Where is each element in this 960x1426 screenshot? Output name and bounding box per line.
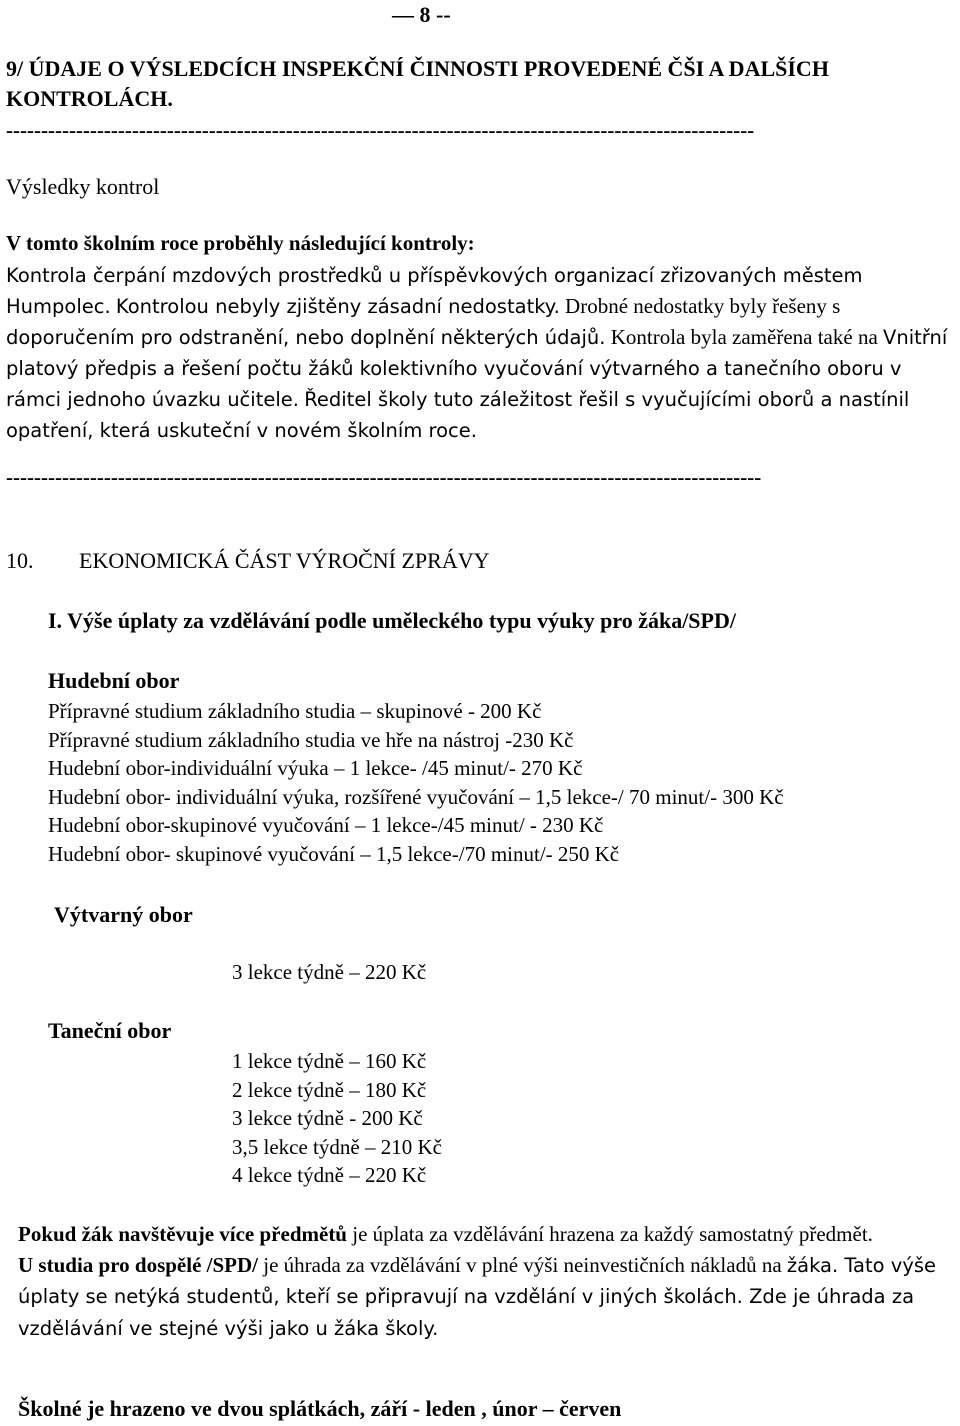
paragraph-sentence-6: Vnitřní platový předpis a řešení počtu žáků kolektivního vyučování výtvarného a tanečního oboru v rámci jednoho úvazku učitele. <box>6 326 948 411</box>
music-fee-item: Přípravné studium základního studia – skupinové - 200 Kč <box>48 699 542 723</box>
paragraph-sentence-1: Kontrola čerpání mzdových prostředků u příspěvkových organizací zřizovaných městem Humpolec. <box>6 264 863 318</box>
dance-fee-item: 3 lekce týdně - 200 Kč <box>232 1106 423 1131</box>
section-10-number: 10. <box>6 548 34 573</box>
note-1-bold: Pokud žák navštěvuje více předmětů <box>18 1222 347 1246</box>
paragraph-sentence-2: Kontrolou nebyly zjištěny zásadní nedostatky. <box>115 295 560 318</box>
note-1-text: je úplata za vzdělávání hrazena za každý samostatný předmět. <box>352 1222 873 1246</box>
note-2-bold: U studia pro dospělé /SPD/ <box>18 1252 258 1277</box>
payment-schedule: Školné je hrazeno ve dvou splátkách, září - leden , únor – červen <box>18 1396 622 1421</box>
controls-intro: V tomto školním roce proběhly následující kontroly: <box>6 231 475 255</box>
dance-fee-item: 3,5 lekce týdně – 210 Kč <box>232 1134 442 1159</box>
music-title: Hudební obor <box>48 668 180 693</box>
note-2-sans-text: žáka. Tato výše úplaty se netýká studentů, kteří se připravují na vzdělání v jiných školách. Zde je úhrada za vzdělávání ve stejné výši jako u žáka školy. <box>18 1253 937 1340</box>
paragraph-sentence-3: Drobné nedostatky byly řešeny s <box>565 294 841 318</box>
dance-fee-list <box>232 1047 442 1190</box>
controls-paragraph <box>6 260 956 446</box>
music-fee-list <box>48 697 784 869</box>
page-number: — 8 -- <box>392 2 451 27</box>
dance-fee-item: 2 lekce týdně – 180 Kč <box>232 1077 427 1102</box>
art-title: Výtvarný obor <box>54 902 193 927</box>
dance-title: Taneční obor <box>48 1018 172 1043</box>
paragraph-sentence-5: Kontrola byla zaměřena také na <box>610 325 878 349</box>
note-2-text: je úhrada za vzdělávání v plné výši neinvestičních nákladů na <box>263 1252 782 1277</box>
paragraph-sentence-4: doporučením pro odstranění, nebo doplnění některých údajů. <box>6 326 606 349</box>
art-fee-item: 3 lekce týdně – 220 Kč <box>232 960 427 984</box>
dance-fee-item: 4 lekce týdně – 220 Kč <box>232 1163 427 1188</box>
music-fee-item: Přípravné studium základního studia ve hře na nástroj -230 Kč <box>48 727 574 752</box>
fee-notes <box>18 1219 954 1344</box>
section-10-heading <box>6 548 490 574</box>
paragraph-sentence-7: Ředitel školy tuto záležitost řešil s vyučujícími oborů a nastínil opatření, která uskuteční v novém školním roce. <box>6 388 910 442</box>
section-9-heading: 9/ ÚDAJE O VÝSLEDCÍCH INSPEKČNÍ ČINNOSTI PROVEDENÉ ČŠI A DALŠÍCH KONTROLÁCH. <box>6 56 829 111</box>
music-fee-item: Hudební obor-skupinové vyučování – 1 lekce-/45 minut/ - 230 Kč <box>48 813 604 838</box>
section-subtitle: Výsledky kontrol <box>6 174 160 199</box>
music-fee-item: Hudební obor- individuální výuka, rozšířené vyučování – 1,5 lekce-/ 70 minut/- 300 Kč <box>48 784 784 809</box>
separator-bottom: ------------------------------------------------------------------------------------------------------------ <box>6 465 762 489</box>
fee-subheading: I. Výše úplaty za vzdělávání podle uměleckého typu výuky pro žáka/SPD/ <box>48 608 736 633</box>
section-10-title: EKONOMICKÁ ČÁST VÝROČNÍ ZPRÁVY <box>79 548 490 573</box>
separator-top: ----------------------------------------------------------------------------------------------------------- <box>6 118 755 142</box>
music-fee-item: Hudební obor- skupinové vyučování – 1,5 lekce-/70 minut/- 250 Kč <box>48 841 620 866</box>
music-fee-item: Hudební obor-individuální výuka – 1 lekce- /45 minut/- 270 Kč <box>48 756 583 781</box>
dance-fee-item: 1 lekce týdně – 160 Kč <box>232 1049 427 1073</box>
